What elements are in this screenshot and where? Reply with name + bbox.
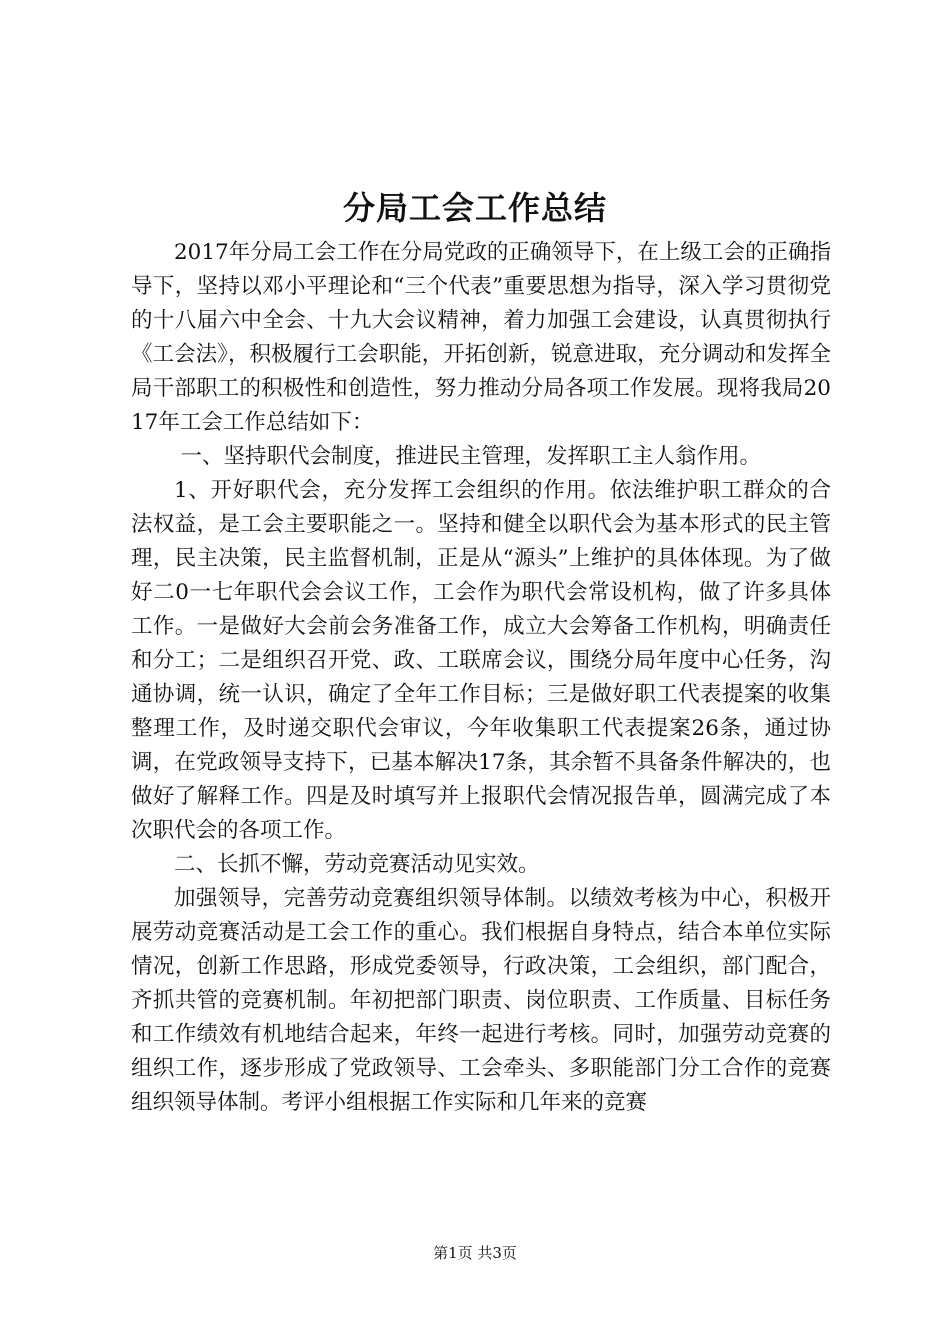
paragraph-section-2: 加强领导，完善劳动竞赛组织领导体制。以绩效考核为中心，积极开展劳动竞赛活动是工会工作的重心。我们根据自身特点，结合本单位实际情况，创新工作思路，形成党委领导，行政决策，工会组织，部门配合，齐抓共管的竞赛机制。年初把部门职责、岗位职责、工作质量、目标任务和工作绩效有机地结合起来，年终一起进行考核。同时，加强劳动竞赛的组织工作，逐步形成了党政领导、工会牵头、多职能部门分工合作的竞赛组织领导体制。考评小组根据工作实际和几年来的竞赛 — [131, 886, 831, 1115]
paragraph-intro: 2017年分局工会工作在分局党政的正确领导下，在上级工会的正确指导下，坚持以邓小平理论和“三个代表”重要思想为指导，深入学习贯彻党的十八届六中全会、十九大会议精神，着力加强工会建设，认真贯彻执行《工会法》，积极履行工会职能，开拓创新，锐意进取，充分调动和发挥全局干部职工的积极性和创造性，努力推动分局各项工作发展。现将我局2017年工会工作总结如下： — [131, 240, 831, 435]
section-heading-2: 二、长抓不懈，劳动竞赛活动见实效。 — [174, 852, 540, 877]
document-title: 分局工会工作总结 — [342, 189, 607, 227]
paragraph-section-1-item-1: 1、开好职代会，充分发挥工会组织的作用。依法维护职工群众的合法权益，是工会主要职能之一。坚持和健全以职代会为基本形式的民主管理，民主决策，民主监督机制，正是从“源头”上维护的具体体现。为了做好二0一七年职代会会议工作，工会作为职代会常设机构，做了许多具体工作。一是做好大会前会务准备工作，成立大会筹备工作机构，明确责任和分工；二是组织召开党、政、工联席会议，围绕分局年度中心任务，沟通协调，统一认识，确定了全年工作目标；三是做好职工代表提案的收集整理工作，及时递交职代会审议，今年收集职工代表提案26条，通过协调，在党政领导支持下，已基本解决17条，其余暂不具备条件解决的，也做好了解释工作。四是及时填写并上报职代会情况报告单，圆满完成了本次职代会的各项工作。 — [131, 478, 831, 843]
section-heading-1: 一、坚持职代会制度，推进民主管理，发挥职工主人翁作用。 — [180, 444, 761, 469]
document-body — [131, 236, 831, 1120]
page-footer: 第1页 共3页 — [433, 1244, 517, 1262]
